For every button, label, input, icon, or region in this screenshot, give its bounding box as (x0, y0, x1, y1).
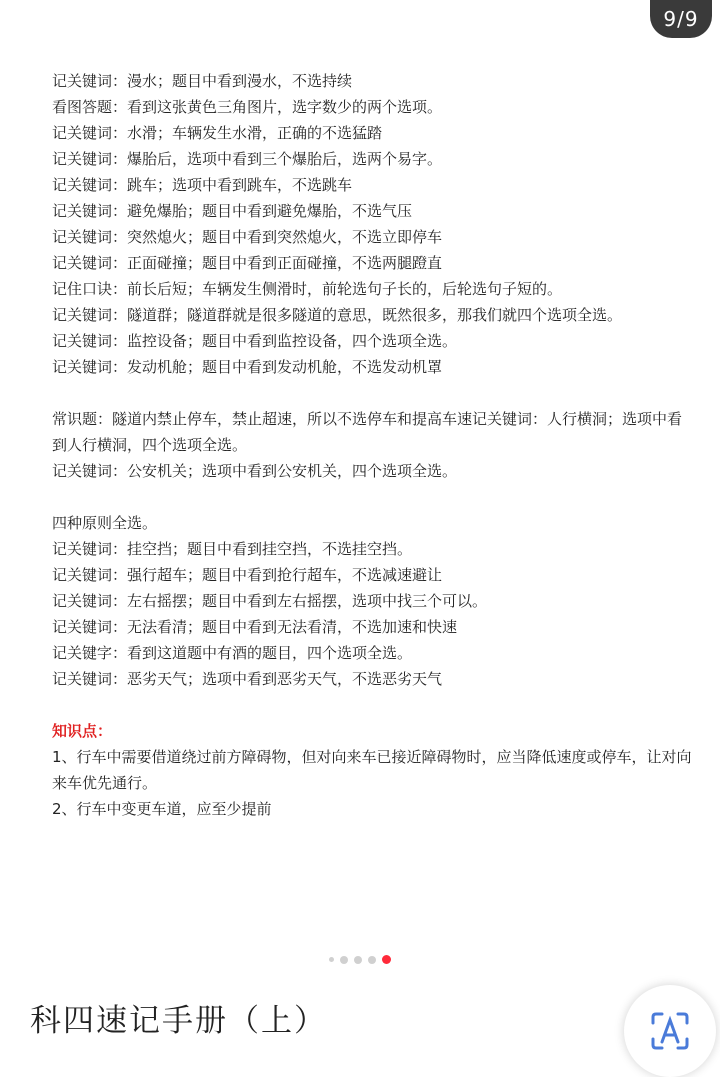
content-line: 记关键词：正面碰撞；题目中看到正面碰撞，不选两腿蹬直 (52, 254, 443, 272)
post-title: 科四速记手册（上） (30, 1003, 327, 1039)
carousel-dot[interactable] (354, 956, 362, 964)
content-line: 四种原则全选。 (52, 514, 158, 532)
text-recognition-button[interactable] (624, 985, 716, 1077)
carousel-indicator[interactable] (0, 955, 720, 964)
content-paragraph: 常识题：隧道内禁止停车，禁止超速，所以不选停车和提高车速记关键词：人行横洞；选项中看到人行横洞，四个选项全选。 (52, 410, 683, 454)
page-counter: 9/9 (650, 0, 712, 38)
content-line: 记关键词：避免爆胎；题目中看到避免爆胎，不选气压 (52, 202, 413, 220)
content-line: 记关键词：监控设备；题目中看到监控设备，四个选项全选。 (52, 332, 458, 350)
content-line: 记关键词：跳车；选项中看到跳车，不选跳车 (52, 176, 353, 194)
content-line: 记关键词：发动机舱；题目中看到发动机舱，不选发动机罩 (52, 358, 443, 376)
knowledge-item: 2、行车中变更车道，应至少提前 (52, 800, 272, 818)
content-line: 记关键词：公安机关；选项中看到公安机关，四个选项全选。 (52, 462, 458, 480)
content-line: 看图答题：看到这张黄色三角图片，选字数少的两个选项。 (52, 98, 443, 116)
content-line: 记关键词：隧道群；隧道群就是很多隧道的意思，既然很多，那我们就四个选项全选。 (52, 306, 623, 324)
content-line: 记关键词：无法看清；题目中看到无法看清，不选加速和快速 (52, 618, 458, 636)
carousel-dot[interactable] (368, 956, 376, 964)
content-line: 记关键字：看到这道题中有酒的题目，四个选项全选。 (52, 644, 413, 662)
carousel-dot[interactable] (340, 956, 348, 964)
text-recognition-icon (650, 1011, 690, 1051)
content-line: 记关键词：挂空挡；题目中看到挂空挡，不选挂空挡。 (52, 540, 413, 558)
content-line: 记关键词：恶劣天气；选项中看到恶劣天气，不选恶劣天气 (52, 670, 443, 688)
knowledge-heading: 知识点： (52, 722, 113, 740)
content-line: 记关键词：漫水；题目中看到漫水，不选持续 (52, 72, 353, 90)
carousel-dot-active[interactable] (382, 955, 391, 964)
content-line: 记关键词：左右摇摆；题目中看到左右摇摆，选项中找三个可以。 (52, 592, 488, 610)
content-line: 记关键词：突然熄火；题目中看到突然熄火，不选立即停车 (52, 228, 443, 246)
content-line: 记关键词：强行超车；题目中看到抢行超车，不选减速避让 (52, 566, 443, 584)
content-line: 记住口诀：前长后短；车辆发生侧滑时，前轮选句子长的，后轮选句子短的。 (52, 280, 563, 298)
content-line: 记关键词：水滑；车辆发生水滑，正确的不选猛踏 (52, 124, 383, 142)
content-line: 记关键词：爆胎后，选项中看到三个爆胎后，选两个易字。 (52, 150, 443, 168)
carousel-dot[interactable] (329, 957, 334, 962)
knowledge-item: 1、行车中需要借道绕过前方障碍物，但对向来车已接近障碍物时，应当降低速度或停车，让对向来车优先通行。 (52, 748, 692, 792)
note-content (52, 68, 692, 822)
